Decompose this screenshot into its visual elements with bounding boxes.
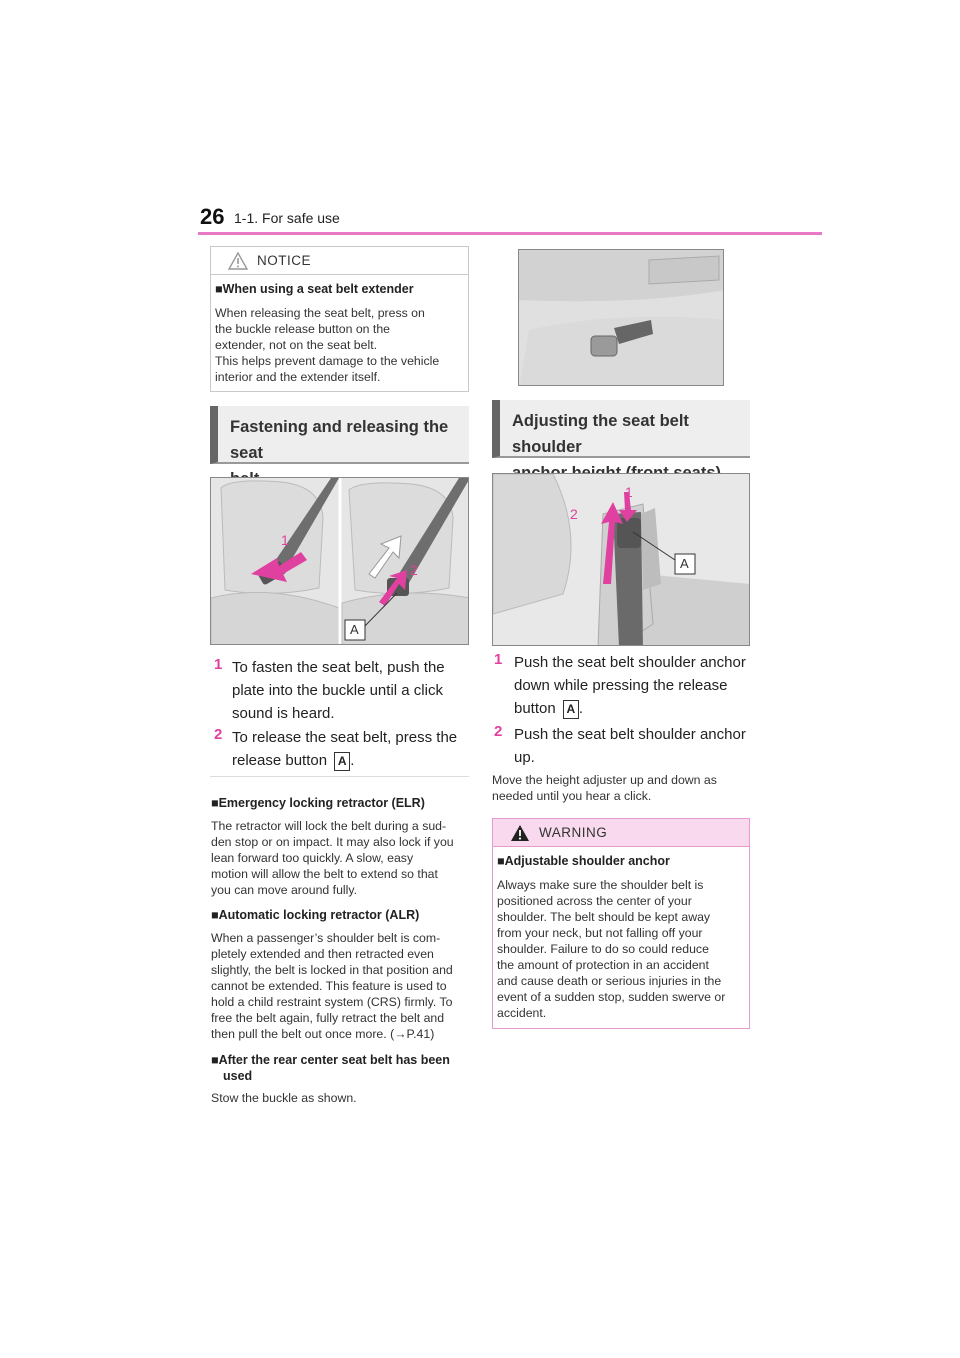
- adjust-illustration: [492, 473, 750, 646]
- elr-line: den stop or on impact. It may also lock if you: [211, 835, 454, 849]
- step-line: [514, 697, 754, 720]
- warning-line: event of a sudden stop, sudden swerve or: [497, 990, 726, 1004]
- fasten-callout-2: 2: [410, 562, 418, 578]
- warning-subhead-text: Adjustable shoulder anchor: [504, 854, 670, 868]
- fasten-callout-A: A: [350, 622, 359, 637]
- adjust-note: [492, 772, 754, 804]
- notice-header: [211, 247, 468, 275]
- step-line-end: .: [578, 700, 584, 717]
- step-line-end: .: [350, 752, 355, 769]
- step-number: 2: [494, 723, 503, 740]
- fasten-heading-line1: Fastening and releasing the seat: [230, 418, 449, 462]
- warning-line: and cause death or serious injuries in the: [497, 974, 722, 988]
- warning-box: [492, 818, 750, 1029]
- header-rule: [198, 232, 822, 235]
- warning-triangle-icon: [509, 823, 531, 843]
- warning-line: shoulder. The belt should be kept away: [497, 910, 711, 924]
- alr-line: pletely extended and then retracted even: [211, 947, 434, 961]
- notice-body: [215, 305, 439, 385]
- warning-line: shoulder. Failure to do so could reduce: [497, 942, 709, 956]
- step-line: Push the seat belt shoulder anchor: [514, 726, 746, 743]
- rear-center-subhead: ■After the rear center seat belt has been used: [211, 1053, 450, 1083]
- step-line: up.: [514, 749, 535, 766]
- rear-buckle-illustration: [518, 249, 724, 386]
- rear-center-subhead-line1: After the rear center seat belt has been: [218, 1053, 450, 1067]
- step-text: [232, 656, 472, 725]
- warning-line: the amount of protection in an accident: [497, 958, 709, 972]
- step-text: [514, 723, 754, 769]
- adjust-heading: [492, 400, 750, 458]
- warning-line: accident.: [497, 1006, 547, 1020]
- alr-line: slightly, the belt is locked in that position and: [211, 963, 453, 977]
- step-number: 1: [214, 656, 223, 673]
- elr-subhead: ■Emergency locking retractor (ELR): [211, 796, 425, 810]
- step-line: down while pressing the release: [514, 677, 728, 694]
- adjust-callout-A: A: [680, 556, 689, 571]
- step-text: [232, 726, 472, 772]
- notice-line: interior and the extender itself.: [215, 370, 381, 384]
- alr-line: then pull the belt out once more. (→P.41): [211, 1027, 435, 1041]
- fasten-heading: [210, 406, 469, 464]
- alr-line: When a passenger’s shoulder belt is com-: [211, 931, 441, 945]
- notice-line: When releasing the seat belt, press on: [215, 306, 425, 320]
- step-line-text: button: [514, 700, 556, 717]
- step-number: 1: [494, 651, 503, 668]
- elr-line: you can move around fully.: [211, 883, 358, 897]
- alr-line: cannot be extended. This feature is used to: [211, 979, 447, 993]
- notice-label: NOTICE: [257, 253, 312, 268]
- notice-subhead: ■When using a seat belt extender: [215, 282, 414, 296]
- rear-center-subhead-line2: used: [223, 1069, 253, 1083]
- warning-label: WARNING: [539, 825, 608, 840]
- notice-subhead-text: When using a seat belt extender: [222, 282, 414, 296]
- divider: [210, 776, 469, 777]
- step-line: [232, 749, 472, 772]
- alr-subhead-text: Automatic locking retractor (ALR): [218, 908, 420, 922]
- release-button-label: A: [334, 752, 350, 771]
- notice-box: [210, 246, 469, 392]
- seat-belt-buckle-image: [211, 478, 469, 645]
- note-line: Move the height adjuster up and down as: [492, 773, 717, 787]
- rear-center-text: Stow the buckle as shown.: [211, 1091, 357, 1105]
- warning-line: Always make sure the shoulder belt is: [497, 878, 704, 892]
- step-line: To fasten the seat belt, push the: [232, 659, 445, 676]
- step-line-text: release button: [232, 752, 328, 769]
- step-number: 2: [214, 726, 223, 743]
- section-title: 1-1. For safe use: [234, 210, 340, 226]
- notice-line: the buckle release button on the: [215, 322, 391, 336]
- step-line: To release the seat belt, press the: [232, 729, 458, 746]
- stowed-buckle-image: [519, 250, 724, 386]
- alr-subhead: ■Automatic locking retractor (ALR): [211, 908, 420, 922]
- fasten-illustration: [210, 477, 469, 645]
- caution-triangle-icon: [227, 251, 249, 271]
- alr-line: free the belt again, fully retract the belt and: [211, 1011, 445, 1025]
- adjust-callout-2: 2: [570, 506, 578, 522]
- release-button-label: A: [563, 700, 579, 719]
- elr-body: [211, 818, 473, 898]
- elr-subhead-text: Emergency locking retractor (ELR): [218, 796, 425, 810]
- adjust-heading-line1: Adjusting the seat belt shoulder: [512, 412, 689, 456]
- adjust-callout-1: 1: [625, 484, 633, 500]
- alr-line: hold a child restraint system (CRS) firmly. To: [211, 995, 453, 1009]
- notice-line: This helps prevent damage to the vehicle: [215, 354, 440, 368]
- alr-body: [211, 930, 473, 1042]
- page-number: 26: [200, 204, 225, 229]
- warning-body: [497, 877, 725, 1021]
- warning-line: positioned across the center of your: [497, 894, 692, 908]
- step-line: plate into the buckle until a click: [232, 682, 443, 699]
- note-line: needed until you hear a click.: [492, 789, 652, 803]
- shoulder-anchor-image: [493, 474, 750, 646]
- step-text: [514, 651, 754, 720]
- step-line: Push the seat belt shoulder anchor: [514, 654, 746, 671]
- warning-subhead: ■Adjustable shoulder anchor: [497, 854, 670, 868]
- elr-line: lean forward too quickly. A slow, easy: [211, 851, 414, 865]
- elr-line: motion will allow the belt to extend so that: [211, 867, 438, 881]
- notice-line: extender, not on the seat belt.: [215, 338, 378, 352]
- step-line: sound is heard.: [232, 705, 335, 722]
- warning-header: [493, 819, 749, 847]
- warning-line: from your neck, but not falling off your: [497, 926, 703, 940]
- elr-line: The retractor will lock the belt during a sud-: [211, 819, 447, 833]
- fasten-callout-1: 1: [281, 532, 289, 548]
